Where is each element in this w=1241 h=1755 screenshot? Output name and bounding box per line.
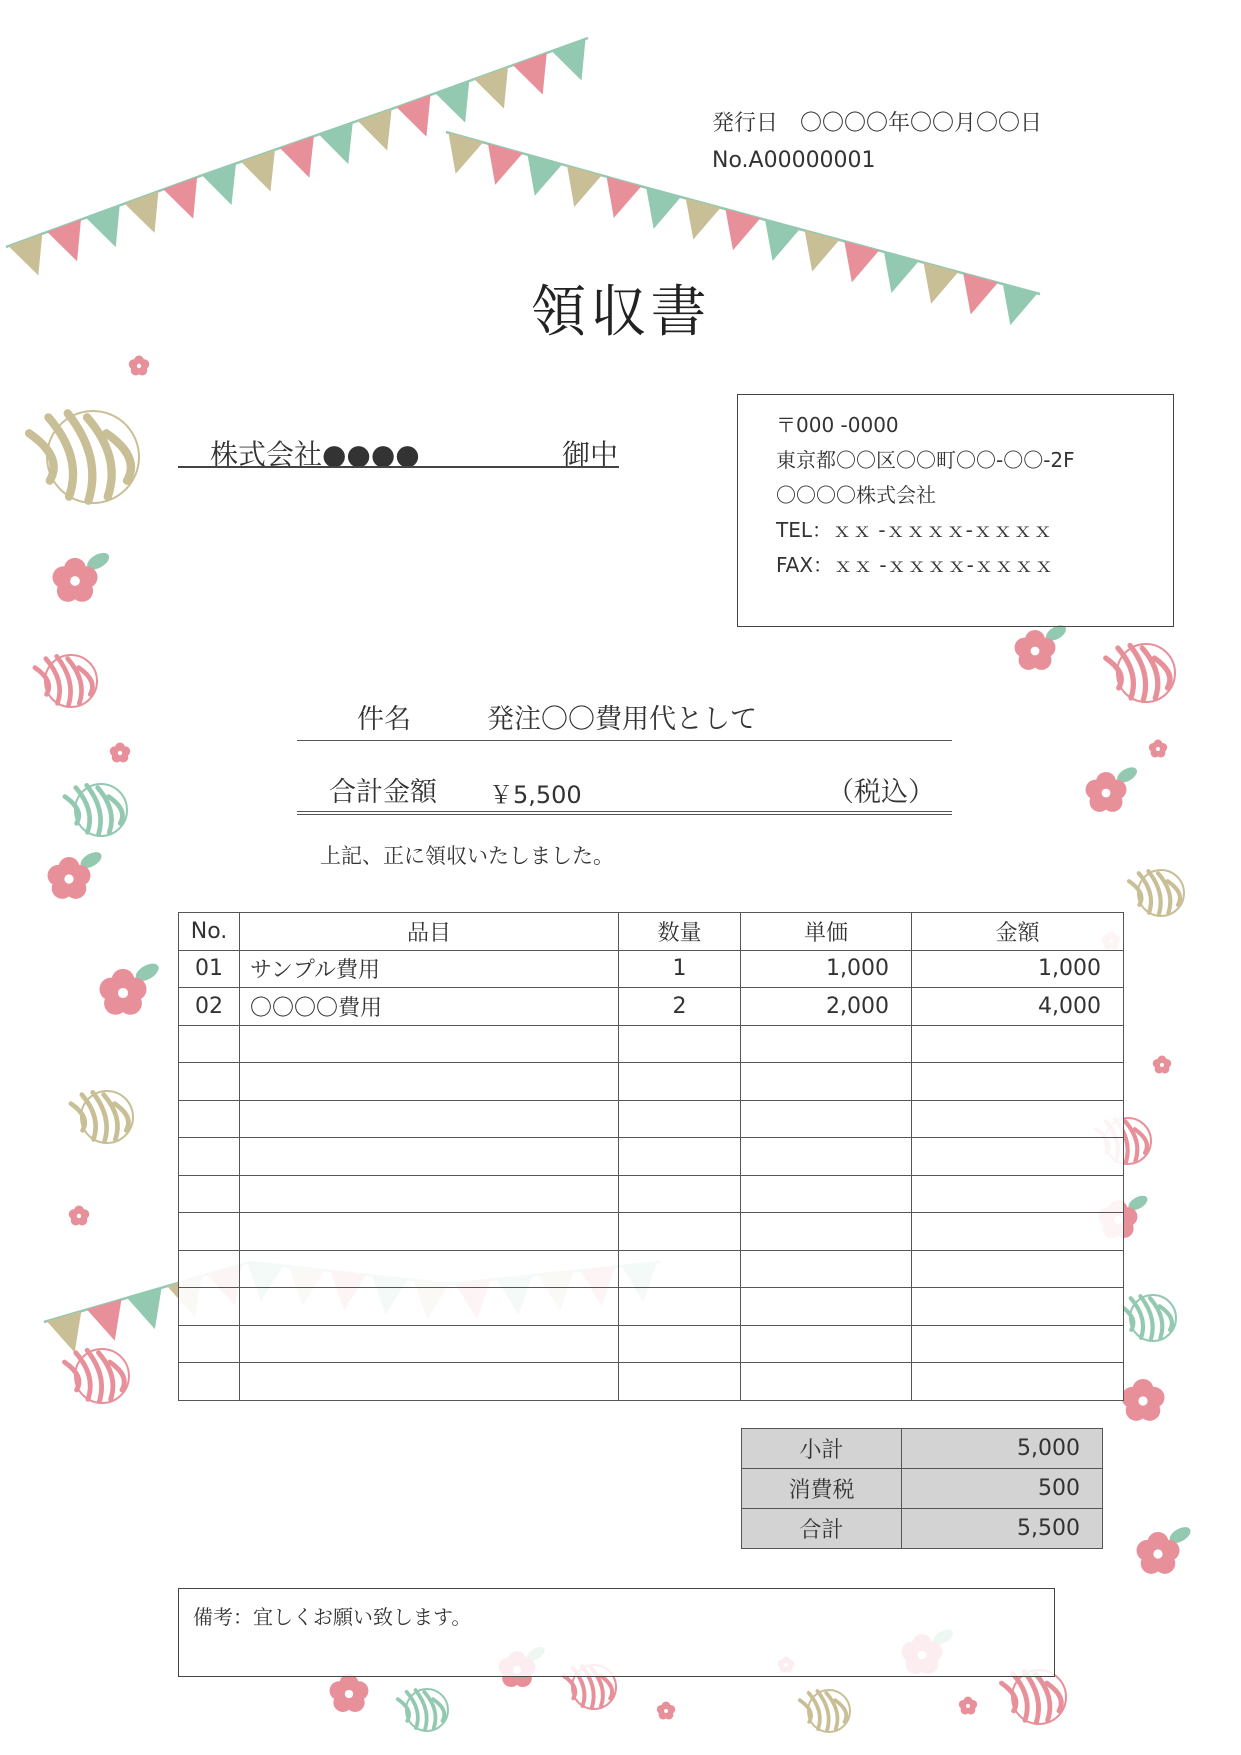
cell-item (240, 1363, 619, 1401)
bunting-flag (280, 136, 314, 178)
bunting-flag (646, 188, 681, 229)
flower-petal (1137, 1540, 1158, 1561)
cell-no (179, 1175, 240, 1213)
cell-unit-price (741, 1100, 912, 1138)
remarks-text: 備考：宜しくお願い致します。 (193, 1605, 472, 1629)
cell-amount (912, 1250, 1124, 1288)
flower-center (118, 751, 122, 755)
table-row (179, 1250, 1124, 1288)
cell-amount (912, 1213, 1124, 1251)
total-value: ￥5,500 (489, 781, 582, 809)
table-row (179, 1288, 1124, 1326)
cell-amount: 1,000 (912, 950, 1124, 988)
flower-petal (330, 1681, 349, 1700)
subtotal-value: 5,000 (902, 1429, 1103, 1469)
consumption-tax-value: 500 (902, 1469, 1103, 1509)
cell-amount: 4,000 (912, 988, 1124, 1026)
cell-unit-price (741, 1175, 912, 1213)
bunting-flag (47, 220, 81, 262)
flower-center (1153, 1549, 1162, 1558)
bunting-flag (567, 166, 602, 207)
flower-center (77, 1214, 81, 1218)
cell-quantity (619, 1100, 741, 1138)
cell-amount (912, 1138, 1124, 1176)
table-row (179, 1138, 1124, 1176)
cell-no (179, 1100, 240, 1138)
bunting-flag (47, 1311, 82, 1352)
table-row (179, 1325, 1124, 1363)
bunting-flag (607, 177, 642, 218)
table-row (179, 988, 1124, 1026)
bunting-flag (686, 198, 721, 239)
flower-center (137, 364, 141, 368)
tax-included-note: （税込） (827, 777, 935, 808)
table-row (179, 1025, 1124, 1063)
flower-petal (1015, 638, 1035, 658)
summary-row-tax (742, 1469, 1103, 1509)
flower-center (1031, 647, 1040, 656)
col-header-unit-price: 単価 (741, 913, 912, 951)
cell-item: 〇〇〇〇費用 (240, 988, 619, 1026)
table-row (179, 1213, 1124, 1251)
cell-item (240, 1138, 619, 1176)
cell-quantity: 2 (619, 988, 741, 1026)
consumption-tax-label: 消費税 (742, 1469, 902, 1509)
cell-item (240, 1325, 619, 1363)
bunting-flag (202, 163, 236, 205)
subject-underline (297, 740, 952, 741)
bunting-flag (86, 205, 120, 247)
bunting-flag (805, 230, 840, 271)
flower-petal (52, 566, 74, 588)
issuer-fax: FAX：ｘｘ -ｘｘｘｘ-ｘｘｘｘ (776, 553, 1054, 577)
cell-item (240, 1175, 619, 1213)
grand-total-value: 5,500 (902, 1509, 1103, 1549)
issuer-box (737, 394, 1174, 627)
flower-center (1138, 1396, 1147, 1405)
flower-center (1102, 789, 1111, 798)
bunting-flag (87, 1299, 122, 1340)
bunting-flag (163, 177, 197, 219)
issuer-tel: TEL：ｘｘ -ｘｘｘｘ-ｘｘｘｘ (776, 518, 1053, 542)
cell-no (179, 1363, 240, 1401)
addressee-underline (178, 466, 619, 468)
bunting-flag (488, 144, 523, 185)
bunting-flag (765, 220, 800, 261)
cell-no (179, 1213, 240, 1251)
cell-amount (912, 1175, 1124, 1213)
issuer-postal: 〒000 -0000 (776, 413, 899, 437)
subject-value: 発注〇〇費用代として (487, 704, 757, 735)
cell-unit-price: 2,000 (741, 988, 912, 1026)
cell-quantity (619, 1063, 741, 1101)
remarks-box (178, 1588, 1055, 1677)
bunting-flag (397, 95, 431, 137)
bunting-flag (725, 209, 760, 250)
cell-unit-price (741, 1213, 912, 1251)
cell-quantity (619, 1138, 741, 1176)
cell-item: サンプル費用 (240, 950, 619, 988)
flower-petal (959, 1700, 968, 1709)
bunting-flag (125, 191, 159, 233)
cell-quantity (619, 1250, 741, 1288)
bunting-flag (127, 1288, 162, 1329)
bunting-flag (435, 81, 469, 123)
summary-table (741, 1428, 1103, 1549)
flower-center (664, 1709, 668, 1713)
items-table (178, 912, 1124, 1401)
flower-petal (48, 865, 69, 886)
table-header-row (179, 913, 1124, 951)
cell-unit-price (741, 1025, 912, 1063)
cell-quantity (619, 1213, 741, 1251)
table-row (179, 950, 1124, 988)
issue-date: 発行日 〇〇〇〇年〇〇月〇〇日 (712, 111, 1043, 136)
total-label: 合計金額 (329, 777, 437, 808)
bunting-flag (552, 39, 586, 81)
cell-quantity (619, 1325, 741, 1363)
addressee-company: 株式会社●●●● (210, 438, 420, 471)
cell-no: 02 (179, 988, 240, 1026)
cell-amount (912, 1288, 1124, 1326)
bunting-flag (448, 133, 483, 174)
flower-center (966, 1704, 970, 1708)
cell-item (240, 1213, 619, 1251)
cell-no (179, 1325, 240, 1363)
cell-no (179, 1250, 240, 1288)
summary-row-subtotal (742, 1429, 1103, 1469)
table-row (179, 1063, 1124, 1101)
subtotal-label: 小計 (742, 1429, 902, 1469)
cell-item (240, 1288, 619, 1326)
cell-unit-price: 1,000 (741, 950, 912, 988)
cell-amount (912, 1325, 1124, 1363)
cell-no (179, 1025, 240, 1063)
addressee-honorific: 御中 (562, 438, 619, 471)
table-row (179, 1175, 1124, 1213)
flower-center (64, 874, 73, 883)
cell-amount (912, 1363, 1124, 1401)
bunting-flag (358, 109, 392, 151)
cell-quantity: 1 (619, 950, 741, 988)
col-header-amount: 金額 (912, 913, 1124, 951)
flower-petal (1122, 1387, 1143, 1408)
summary-row-total (742, 1509, 1103, 1549)
bunting-flag (474, 67, 508, 109)
cell-unit-price (741, 1288, 912, 1326)
flower-petal (110, 746, 120, 756)
cell-item (240, 1250, 619, 1288)
table-row (179, 1100, 1124, 1138)
issuer-company: 〇〇〇〇株式会社 (776, 483, 936, 507)
col-header-item: 品目 (240, 913, 619, 951)
cell-item (240, 1100, 619, 1138)
flower-petal (1086, 780, 1106, 800)
flower-petal (129, 359, 139, 369)
flower-petal (1153, 1059, 1162, 1068)
bunting-flag (241, 150, 275, 192)
flower-center (1160, 1063, 1164, 1067)
cell-unit-price (741, 1250, 912, 1288)
receipt-number: No.A00000001 (712, 148, 876, 173)
receipt-confirmation: 上記、正に領収いたしました。 (320, 844, 614, 868)
flower-center (345, 1690, 353, 1698)
cell-amount (912, 1025, 1124, 1063)
cell-quantity (619, 1288, 741, 1326)
cell-unit-price (741, 1063, 912, 1101)
cell-no (179, 1138, 240, 1176)
issuer-address: 東京都〇〇区〇〇町〇〇-〇〇-2F (776, 448, 1075, 472)
cell-no: 01 (179, 950, 240, 988)
cell-unit-price (741, 1363, 912, 1401)
flower-petal (1149, 743, 1158, 752)
flower-center (1156, 747, 1160, 751)
cell-item (240, 1025, 619, 1063)
cell-no (179, 1288, 240, 1326)
bunting-flag (528, 155, 563, 196)
bunting-flag (319, 123, 353, 165)
total-underline (297, 811, 952, 815)
cell-quantity (619, 1175, 741, 1213)
grand-total-label: 合計 (742, 1509, 902, 1549)
cell-unit-price (741, 1325, 912, 1363)
cell-unit-price (741, 1138, 912, 1176)
cell-no (179, 1063, 240, 1101)
bunting-flag (513, 53, 547, 95)
flower-petal (657, 1705, 666, 1714)
flower-center (118, 988, 128, 998)
document-title: 領収書 (530, 280, 711, 345)
flower-center (70, 576, 80, 586)
table-row (179, 1363, 1124, 1401)
col-header-quantity: 数量 (619, 913, 741, 951)
subject-label: 件名 (357, 704, 411, 735)
cell-amount (912, 1063, 1124, 1101)
col-header-no: No. (179, 913, 240, 951)
cell-amount (912, 1100, 1124, 1138)
cell-item (240, 1063, 619, 1101)
cell-quantity (619, 1025, 741, 1063)
flower-petal (69, 1209, 79, 1219)
cell-quantity (619, 1363, 741, 1401)
flower-petal (99, 978, 122, 1001)
